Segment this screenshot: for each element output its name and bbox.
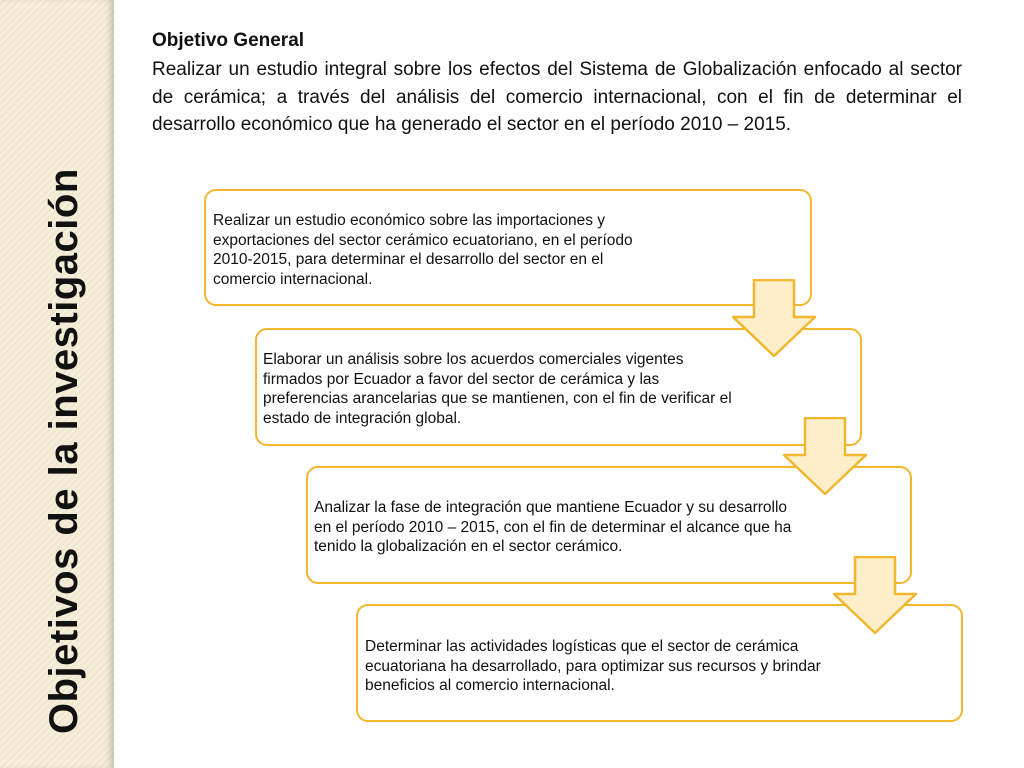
general-objective-text: Realizar un estudio integral sobre los efectos del Sistema de Globalización enfocado al sector de cerámica; a través del análisis del comercio internacional, con el fin de determinar el desarrollo económico que ha generado el sector en el período 2010 – 2015. <box>152 59 962 135</box>
step-text-2: Elaborar un análisis sobre los acuerdos comerciales vigentes firmados por Ecuador a favor del sector de cerámica y las preferencias arancelarias que se mantienen, con el fin de verificar el estado de integración global. <box>263 351 732 427</box>
down-arrow-icon-1 <box>732 279 816 357</box>
step-text-3: Analizar la fase de integración que mantiene Ecuador y su desarrollo en el período 2010 – 2015, con el fin de determinar el alcance que ha tenido la globalización en el sector cerámico. <box>314 499 792 555</box>
down-arrow-icon-2 <box>783 417 867 495</box>
step-text-4: Determinar las actividades logísticas que el sector de cerámica ecuatoriana ha desarrollado, para optimizar sus recursos y brindar beneficios al comercio internacional. <box>365 638 821 694</box>
step-box-1 <box>204 189 812 306</box>
down-arrow-icon-3 <box>833 556 917 634</box>
vertical-title: Objetivos de la investigación <box>42 168 86 734</box>
sidebar-panel <box>0 0 114 768</box>
general-objective-heading: Objetivo General <box>152 30 305 51</box>
step-text-1: Realizar un estudio económico sobre las importaciones y exportaciones del sector cerámico ecuatoriano, en el período 2010-2015, para determinar el desarrollo del sector en el comercio internacional. <box>213 212 633 288</box>
